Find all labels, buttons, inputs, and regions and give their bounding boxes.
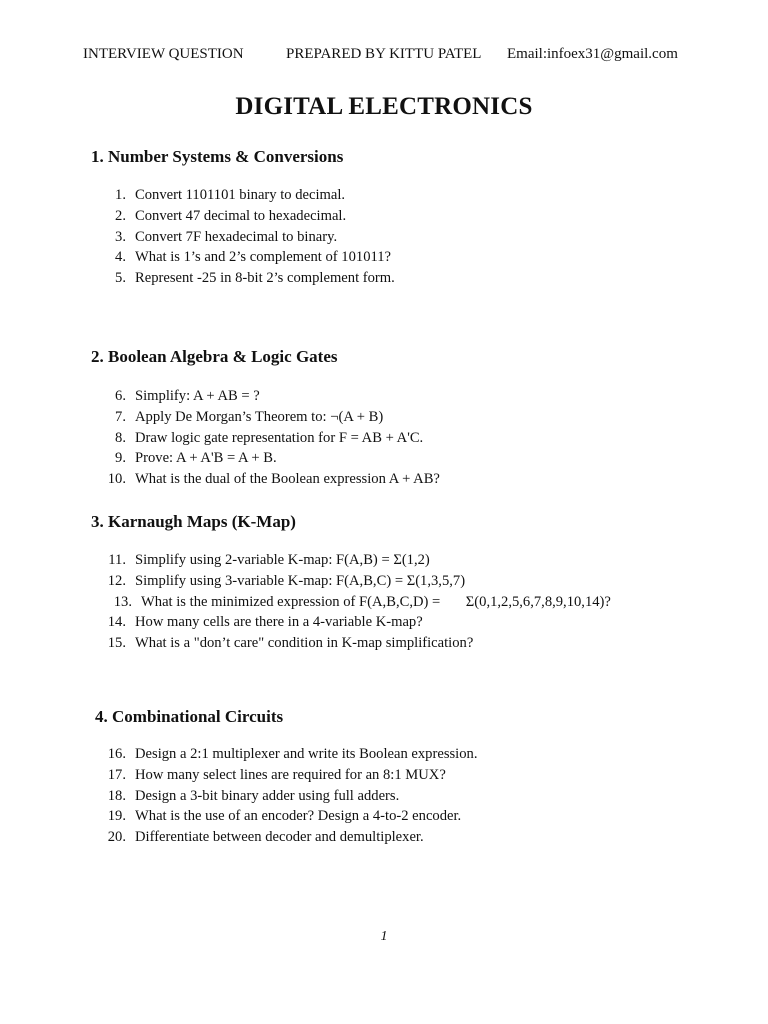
question-number: 7. (115, 408, 126, 425)
question-number: 4. (115, 249, 126, 266)
question-text: Design a 2:1 multiplexer and write its Boolean expression. (135, 746, 478, 762)
question-text: What is a "don’t care" condition in K-map simplification? (135, 635, 474, 652)
section-heading-boolean-algebra: 2. Boolean Algebra & Logic Gates (91, 347, 338, 366)
question-text: How many cells are there in a 4-variable K-map? (135, 614, 423, 631)
question-number: 17. (107, 766, 126, 783)
question-number: 9. (115, 450, 126, 467)
question-text: Convert 7F hexadecimal to binary. (135, 228, 338, 245)
question-text: Design a 3-bit binary adder using full adders. (135, 787, 400, 804)
question-text: How many select lines are required for an 8:1 MUX? (135, 766, 446, 783)
question-list-section-2 (0, 388, 768, 492)
page-header (0, 46, 768, 66)
question-item (0, 208, 768, 229)
question-item (0, 829, 768, 850)
page-title: DIGITAL ELECTRONICS (235, 93, 533, 120)
question-text: Apply De Morgan’s Theorem to: ¬(A + B) (135, 408, 384, 425)
question-item (0, 614, 768, 635)
question-number: 1. (115, 187, 126, 203)
section-heading-combinational-circuits: 4. Combinational Circuits (95, 707, 284, 726)
question-text: Simplify: A + AB = ? (135, 388, 260, 404)
question-item (0, 573, 768, 594)
question-text: Convert 47 decimal to hexadecimal. (135, 207, 347, 224)
question-number: 16. (107, 746, 126, 762)
question-text: Simplify using 3-variable K-map: F(A,B,C) = Σ(1,3,5,7) (135, 572, 466, 589)
question-number: 14. (107, 614, 126, 631)
question-text: Simplify using 2-variable K-map: F(A,B) = Σ(1,2) (135, 552, 430, 568)
question-item (0, 746, 768, 767)
question-text: Differentiate between decoder and demultiplexer. (135, 829, 424, 846)
question-list-section-1 (0, 187, 768, 291)
page-number: 1 (380, 929, 388, 944)
question-text: Prove: A + A'B = A + B. (135, 450, 277, 467)
question-item (0, 270, 768, 291)
question-text: What is the use of an encoder? Design a 4-to-2 encoder. (135, 808, 462, 825)
question-item (0, 249, 768, 270)
question-number: 6. (115, 388, 126, 404)
question-item (0, 594, 768, 615)
question-item (0, 430, 768, 451)
question-item (0, 450, 768, 471)
header-left-label: INTERVIEW QUESTION (83, 46, 244, 62)
question-item (0, 788, 768, 809)
question-number: 15. (107, 635, 126, 652)
question-item (0, 229, 768, 250)
question-number: 10. (107, 471, 126, 488)
question-number: 13. (113, 593, 132, 610)
question-text: What is the minimized expression of F(A,B,C,D) = Σ(0,1,2,5,6,7,8,9,10,14)? (141, 593, 611, 610)
question-number: 19. (107, 808, 126, 825)
question-text: Convert 1101101 binary to decimal. (135, 187, 346, 203)
question-number: 8. (115, 429, 126, 446)
header-email-label: Email:infoex31@gmail.com (507, 46, 678, 62)
question-text: Draw logic gate representation for F = AB + A'C. (135, 429, 424, 446)
question-item (0, 187, 768, 208)
question-number: 12. (107, 572, 126, 589)
question-item (0, 635, 768, 656)
question-item (0, 767, 768, 788)
question-text: What is the dual of the Boolean expression A + AB? (135, 471, 440, 488)
section-heading-number-systems: 1. Number Systems & Conversions (91, 147, 344, 166)
question-number: 20. (107, 829, 126, 846)
question-number: 3. (115, 228, 126, 245)
question-number: 11. (108, 552, 126, 568)
question-list-section-3 (0, 552, 768, 656)
question-list-section-4 (0, 746, 768, 850)
header-author-label: PREPARED BY KITTU PATEL (286, 46, 482, 62)
question-item (0, 808, 768, 829)
section-heading-karnaugh-maps: 3. Karnaugh Maps (K-Map) (91, 512, 296, 531)
question-item (0, 471, 768, 492)
question-number: 2. (115, 207, 126, 224)
question-item (0, 409, 768, 430)
question-number: 18. (107, 787, 126, 804)
question-text: What is 1’s and 2’s complement of 101011? (135, 249, 392, 266)
question-number: 5. (115, 270, 126, 287)
question-item (0, 388, 768, 409)
question-item (0, 552, 768, 573)
question-text: Represent -25 in 8-bit 2’s complement form. (135, 270, 395, 287)
